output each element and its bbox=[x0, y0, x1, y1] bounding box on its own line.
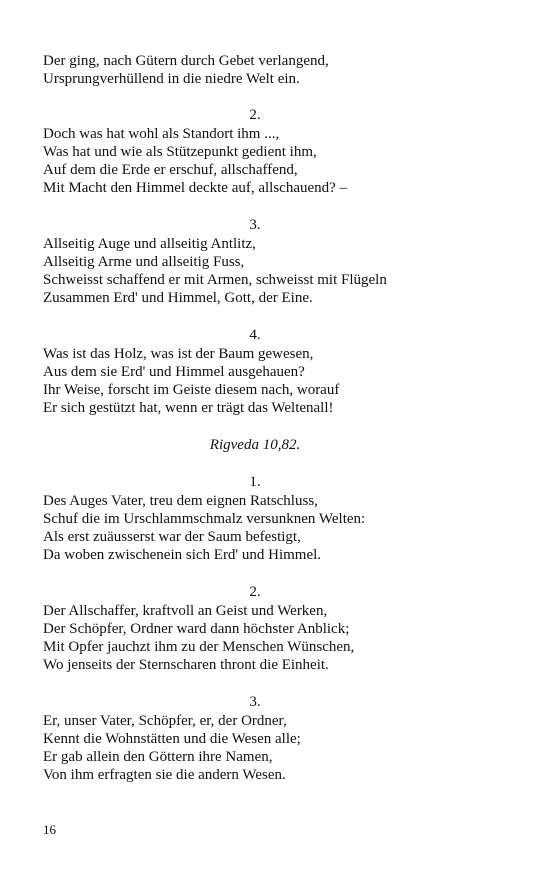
verse-line: Er, unser Vater, Schöpfer, er, der Ordner, bbox=[43, 713, 287, 729]
verse-line: Was ist das Holz, was ist der Baum gewesen, bbox=[43, 346, 314, 362]
verse-line: Allseitig Auge und allseitig Antlitz, bbox=[43, 236, 256, 252]
verse-line: Auf dem die Erde er erschuf, allschaffend, bbox=[43, 162, 298, 178]
opening-line-1: Der ging, nach Gütern durch Gebet verlangend, bbox=[43, 53, 329, 69]
stanza-number: 4. bbox=[249, 327, 261, 343]
verse-line: Doch was hat wohl als Standort ihm ..., bbox=[43, 126, 280, 142]
verse-line: Kennt die Wohnstätten und die Wesen alle; bbox=[43, 731, 301, 747]
verse-line: Ihr Weise, forscht im Geiste diesem nach, worauf bbox=[43, 382, 340, 398]
page-number: 16 bbox=[43, 822, 56, 837]
stanza-number: 3. bbox=[249, 217, 261, 233]
verse-line: Zusammen Erd' und Himmel, Gott, der Eine. bbox=[43, 290, 313, 306]
verse-line: Als erst zuäusserst war der Saum befestigt, bbox=[43, 529, 301, 545]
section-title: Rigveda 10,82. bbox=[209, 437, 301, 453]
verse-line: Er sich gestützt hat, wenn er trägt das Weltenall! bbox=[43, 400, 334, 416]
verse-line: Schuf die im Urschlammschmalz versunknen Welten: bbox=[43, 511, 366, 527]
verse-line: Des Auges Vater, treu dem eignen Ratschluss, bbox=[43, 493, 318, 509]
verse-line: Mit Macht den Himmel deckte auf, allschauend? – bbox=[43, 180, 348, 196]
verse-line: Der Allschaffer, kraftvoll an Geist und Werken, bbox=[43, 603, 328, 619]
stanza-number: 2. bbox=[249, 584, 261, 600]
stanza-number: 3. bbox=[249, 694, 261, 710]
verse-line: Er gab allein den Göttern ihre Namen, bbox=[43, 749, 273, 765]
verse-line: Wo jenseits der Sternscharen thront die Einheit. bbox=[43, 657, 329, 673]
verse-line: Allseitig Arme und allseitig Fuss, bbox=[43, 254, 245, 270]
verse-line: Da woben zwischenein sich Erd' und Himmel. bbox=[43, 547, 322, 563]
verse-line: Von ihm erfragten sie die andern Wesen. bbox=[43, 767, 286, 783]
verse-line: Was hat und wie als Stützepunkt gedient ihm, bbox=[43, 144, 317, 160]
stanza-number: 2. bbox=[249, 107, 261, 123]
verse-line: Aus dem sie Erd' und Himmel ausgehauen? bbox=[43, 364, 305, 380]
verse-line: Schweisst schaffend er mit Armen, schweisst mit Flügeln bbox=[43, 272, 387, 288]
stanza-number: 1. bbox=[249, 474, 261, 490]
verse-line: Der Schöpfer, Ordner ward dann höchster Anblick; bbox=[43, 621, 350, 637]
opening-line-2: Ursprungverhüllend in die niedre Welt ein. bbox=[43, 71, 300, 87]
verse-line: Mit Opfer jauchzt ihm zu der Menschen Wünschen, bbox=[43, 639, 355, 655]
